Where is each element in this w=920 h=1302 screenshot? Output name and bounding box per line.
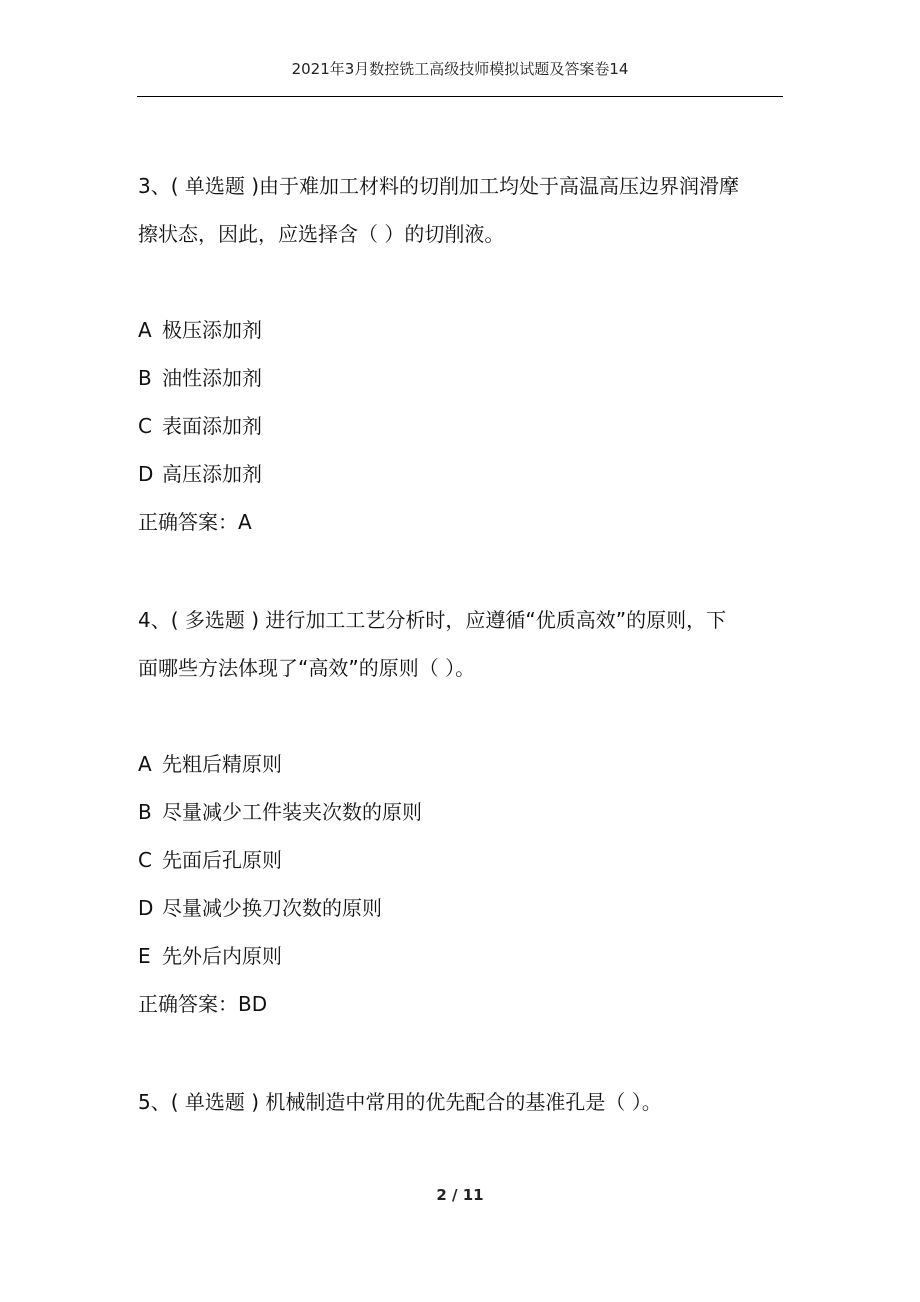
question-3-option-c	[138, 412, 262, 440]
option-text: 表面添加剂	[162, 414, 262, 438]
question-3-option-b	[138, 364, 262, 392]
option-letter: D	[138, 896, 154, 920]
question-4-stem-line-2: 面哪些方法体现了“高效”的原则（ ）。	[138, 656, 476, 680]
option-letter: B	[138, 800, 152, 824]
page-number: 2 / 11	[436, 1186, 484, 1204]
question-4-option-c	[138, 846, 282, 874]
question-4-option-d	[138, 894, 382, 922]
option-text: 先外后内原则	[162, 944, 282, 968]
option-text: 先粗后精原则	[162, 752, 282, 776]
document-header-title: 2021年3月数控铣工高级技师模拟试题及答案卷14	[291, 60, 629, 78]
option-text: 尽量减少工件装夹次数的原则	[162, 800, 422, 824]
question-4-answer: 正确答案：BD	[138, 992, 268, 1016]
question-3-answer: 正确答案：A	[138, 510, 252, 534]
option-text: 尽量减少换刀次数的原则	[162, 896, 382, 920]
option-letter: A	[138, 318, 152, 342]
header-divider	[137, 96, 783, 97]
question-5-stem-line-1: 5、( 单选题 ) 机械制造中常用的优先配合的基准孔是（ ）。	[138, 1090, 662, 1114]
option-text: 油性添加剂	[162, 366, 262, 390]
option-letter: E	[138, 944, 151, 968]
question-4-option-e	[138, 942, 282, 970]
question-3-option-a	[138, 316, 262, 344]
question-3-stem-line-1: 3、( 单选题 )由于难加工材料的切削加工均处于高温高压边界润滑摩	[138, 174, 740, 198]
question-3-stem-line-2: 擦状态，因此，应选择含（ ）的切削液。	[138, 222, 505, 246]
option-letter: B	[138, 366, 152, 390]
question-4-option-b	[138, 798, 422, 826]
option-letter: C	[138, 414, 152, 438]
option-text: 先面后孔原则	[162, 848, 282, 872]
option-text: 极压添加剂	[162, 318, 262, 342]
option-letter: C	[138, 848, 152, 872]
option-text: 高压添加剂	[162, 462, 262, 486]
option-letter: A	[138, 752, 152, 776]
question-4-stem-line-1: 4、( 多选题 ) 进行加工工艺分析时，应遵循“优质高效”的原则，下	[138, 608, 727, 632]
question-4-option-a	[138, 750, 282, 778]
option-letter: D	[138, 462, 154, 486]
question-3-option-d	[138, 460, 262, 488]
